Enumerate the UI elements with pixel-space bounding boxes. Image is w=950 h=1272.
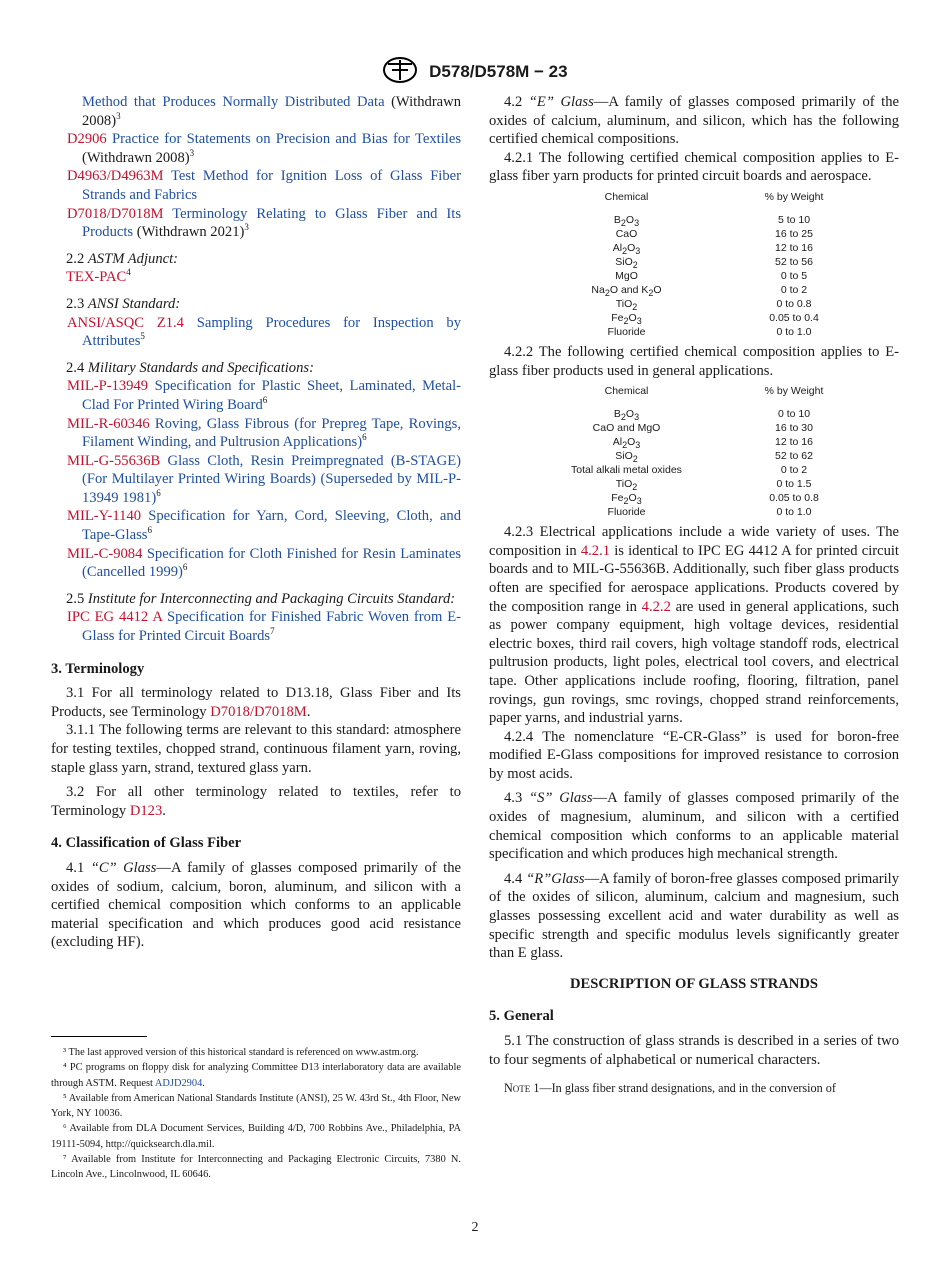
reference-mil: MIL-G-55636B Glass Cloth, Resin Preimpregnated (B-STAGE) (For Multilayer Printed Wiring Boards) (Superseded by MIL-P-13949 1981)$^6$ [67, 452, 461, 506]
chemical-cell: $Al_2O_3$ [612, 241, 641, 257]
table-row [539, 241, 874, 255]
reference-code-link[interactable]: MIL-R-60346 [67, 415, 150, 432]
chemical-cell: $Na_2O$ and $K_2O$ [591, 283, 662, 299]
chemical-cell: Fluoride [607, 506, 646, 519]
section-link[interactable]: 4.2.2 [641, 598, 671, 615]
table-row [539, 449, 874, 463]
table-row [539, 325, 874, 339]
reference-title-link[interactable]: Roving, Glass Fibrous (for Prepreg Tape, Rovings, Filament Winding, and Pultrusion Applications) [82, 415, 461, 451]
astm-logo-icon [382, 56, 418, 89]
reference-d4963 [51, 167, 461, 204]
weight-cell: 12 to 16 [775, 436, 813, 449]
reference-title-link[interactable]: Sampling Procedures for Inspection by Attributes [82, 314, 462, 350]
paragraph-3-1: 3.1 For all terminology related to D13.18, Glass Fiber and Its Products, see Terminology D7018/D7018M. [51, 685, 461, 720]
table-row [539, 269, 874, 283]
chemical-cell: Total alkali metal oxides [571, 464, 682, 477]
reference-d2906: D2906 Practice for Statements on Precision and Bias for Textiles (Withdrawn 2008)$^3$ [67, 131, 462, 166]
paragraph-3-2: 3.2 For all other terminology related to textiles, refer to Terminology D123. [51, 784, 461, 819]
footnotes [51, 1045, 461, 1183]
composition-table-2 [539, 384, 874, 519]
section-heading: 4. Classification of Glass Fiber [51, 835, 242, 852]
weight-cell: 0 to 10 [777, 408, 811, 421]
paragraph-4-2-2: 4.2.2 The following certified chemical composition applies to E-glass fiber products used in general applications. [489, 343, 899, 379]
chemical-cell: $Al_2O_3$ [612, 436, 641, 451]
texpac-link[interactable]: TEX-PAC [66, 269, 127, 286]
reference-code-link[interactable]: D7018/D7018M [67, 205, 164, 222]
reference-code-link[interactable]: MIL-P-13949 [67, 378, 149, 395]
reference-mil: MIL-Y-1140 Specification for Yarn, Cord, Sleeving, Cloth, and Tape-Glass$^6$ [67, 508, 461, 544]
reference-mil: MIL-C-9084 Specification for Cloth Finished for Resin Laminates (Cancelled 1999)$^6$ [67, 545, 461, 581]
chemical-cell: $B_2O_3$ [613, 408, 640, 423]
weight-cell: 12 to 16 [775, 241, 813, 254]
paragraph-4-2: 4.2 “E” Glass—A family of glasses composed primarily of the oxides of calcium, aluminum, and silicon, which has the following certified chemical compositions. [489, 94, 899, 148]
reference-link[interactable]: Method that Produces Normally Distributed Data [82, 94, 385, 110]
section-2-4: 2.4 Military Standards and Specifications: [66, 359, 314, 376]
chemical-cell: CaO and MgO [592, 422, 661, 435]
reference-title-link[interactable]: Specification for Cloth Finished for Resin Laminates (Cancelled 1999) [82, 545, 461, 581]
chemical-cell: TiO$_2$ [615, 297, 638, 313]
weight-cell: 5 to 10 [777, 213, 811, 226]
table-row [539, 311, 874, 325]
column-header: Chemical [604, 385, 649, 398]
reference-code-link[interactable]: MIL-G-55636B [67, 452, 161, 469]
paragraph-4-1: 4.1 “C” Glass—A family of glasses composed primarily of the oxides of sodium, calcium, boron, aluminum, and silicon with a certified chemical composition which conforms to an applicable material specification and which produces good acid resistance (excluding HF). [51, 859, 461, 951]
reference-mil: MIL-P-13949 Specification for Plastic Sheet, Laminated, Metal-Clad For Printed Wiring Board$^6$ [67, 378, 461, 413]
chemical-cell: SiO$_2$ [615, 450, 638, 465]
reference-ipc: IPC EG 4412 A Specification for Finished Fabric Woven from E-Glass for Printed Circuit Boards$^7$ [67, 609, 462, 645]
table-row [539, 407, 874, 421]
chemical-cell: CaO [615, 227, 638, 240]
reference-code-link[interactable]: D2906 [67, 131, 107, 148]
texpac-ref: TEX-PAC$^4$ [66, 267, 131, 286]
table-row [539, 255, 874, 269]
footnote-5: ⁵ Available from American National Standards Institute (ANSI), 25 W. 43rd St., 4th Floor, New York, NY 10036. [51, 1092, 461, 1120]
weight-cell: 16 to 25 [775, 227, 813, 240]
column-header: % by Weight [764, 385, 824, 398]
right-column [489, 93, 899, 1098]
chemical-cell: Fluoride [607, 325, 646, 338]
footnote-3: ³ The last approved version of this historical standard is referenced on www.astm.org. [63, 1047, 419, 1058]
weight-cell: 0 to 1.0 [776, 325, 812, 338]
reference-title-link[interactable]: Specification for Plastic Sheet, Laminated, Metal-Clad For Printed Wiring Board [82, 378, 461, 413]
paragraph-4-3: 4.3 “S” Glass—A family of glasses composed primarily of the oxides of magnesium, aluminum, and silicon with a certified chemical composition which conforms to an applicable material specification and which produces high mechanical strength. [489, 790, 899, 863]
reference-code-link[interactable]: D4963/D4963M [67, 168, 164, 185]
weight-cell: 52 to 56 [775, 255, 813, 268]
reference-ansi: ANSI/ASQC Z1.4 Sampling Procedures for Inspection by Attributes$^5$ [67, 314, 462, 350]
chemical-cell: $B_2O_3$ [613, 213, 640, 229]
weight-cell: 52 to 62 [775, 450, 813, 463]
table-row [539, 297, 874, 311]
table-row [539, 283, 874, 297]
weight-cell: 16 to 30 [775, 422, 813, 435]
reference-title-link[interactable]: Terminology Relating to Glass Fiber and Its Products [82, 205, 462, 241]
note-1: Note 1—In glass fiber strand designations, and in the conversion of [504, 1081, 836, 1096]
weight-cell: 0 to 2 [780, 283, 808, 296]
weight-cell: 0 to 5 [780, 269, 808, 282]
chemical-cell: $Fe_2O_3$ [611, 492, 642, 507]
section-heading: 5. General [489, 1008, 554, 1025]
table-row [539, 491, 874, 505]
weight-cell: 0 to 1.0 [776, 506, 812, 519]
chemical-cell: SiO$_2$ [615, 255, 638, 271]
footnote-6: ⁶ Available from DLA Document Services, Building 4/D, 700 Robbins Ave., Philadelphia, PA 19111-5094, http://quicksearch.dla.mil. [51, 1123, 461, 1150]
weight-cell: 0 to 0.8 [776, 297, 812, 310]
table-row [539, 227, 874, 241]
reference-continued: Method that Produces Normally Distributed Data (Withdrawn 2008)$^3$ [82, 94, 461, 129]
adjunct-link[interactable]: ADJD2904 [154, 1077, 203, 1089]
section-link[interactable]: 4.2.1 [580, 542, 611, 559]
paragraph-3-1-1: 3.1.1 The following terms are relevant to this standard: atmosphere for testing textiles, chopped strand, continuous filament yarn, roving, staple glass yarn, strand, textured glass yarn. [51, 722, 461, 776]
reference-code-link[interactable]: MIL-C-9084 [67, 545, 143, 562]
table-row [539, 463, 874, 477]
section-2-3: 2.3 ANSI Standard: [66, 295, 181, 312]
page-header [0, 56, 950, 89]
reference-code-link[interactable]: ANSI/ASQC Z1.4 [67, 314, 184, 331]
table-header-row [539, 190, 874, 204]
terminology-link[interactable]: D123 [129, 802, 163, 819]
section-heading: 3. Terminology [51, 660, 145, 677]
terminology-link[interactable]: D7018/D7018M [210, 703, 307, 720]
table-body [539, 407, 874, 519]
table-row [539, 435, 874, 449]
table-row [539, 477, 874, 491]
reference-title-link[interactable]: Specification for Finished Fabric Woven from E-Glass for Printed Circuit Boards [82, 609, 462, 645]
table-header-row [539, 384, 874, 398]
reference-code-link[interactable]: IPC EG 4412 A [67, 609, 163, 626]
column-header: Chemical [604, 190, 649, 203]
weight-cell: 0.05 to 0.8 [769, 492, 819, 505]
table-row [539, 213, 874, 227]
reference-title-link[interactable]: Practice for Statements on Precision and Bias for Textiles [112, 131, 462, 148]
chemical-cell: $Fe_2O_3$ [611, 311, 642, 327]
weight-cell: 0 to 2 [780, 464, 808, 477]
reference-d7018: D7018/D7018M Terminology Relating to Glass Fiber and Its Products (Withdrawn 2021)$^3$ [67, 205, 462, 241]
paragraph-4-2-3: 4.2.3 Electrical applications include a wide variety of uses. The composition in 4.2.1 is identical to IPC EG 4412 A for printed circuit boards and to MIL-G-55636B. Additionally, such fiber glass products often are specified for aerospace applications. Products covered by the composition range in 4.2.2 are used in general applications, such as power company equipment, high voltage devices, residential electric boxes, third rail covers, high voltage standoff rods, electrical pultrusion products, light poles, electrical tool covers, and electrical tape. Other applications include roofing, flooring, filtration, panel rovings, gun rovings, smc rovings, chopped strand reinforcements, paper yarns, and industrial yarns. [489, 524, 900, 727]
part-heading: DESCRIPTION OF GLASS STRANDS [569, 975, 818, 992]
section-2-2: 2.2 ASTM Adjunct: [66, 250, 179, 267]
document-designation: D578/D578M − 23 [429, 61, 568, 81]
page-number: 2 [471, 1220, 479, 1235]
left-column [51, 93, 461, 952]
weight-cell: 0.05 to 0.4 [769, 311, 819, 324]
reference-code-link[interactable]: MIL-Y-1140 [67, 508, 142, 525]
chemical-cell: MgO [615, 269, 638, 282]
table-body [539, 213, 874, 339]
table-row [539, 505, 874, 519]
paragraph-5-1: 5.1 The construction of glass strands is described in a series of two to four segments of alphabetical or numerical characters. [489, 1033, 899, 1068]
footnote-4: ⁴ PC programs on floppy disk for analyzing Committee D13 interlaboratory data are available through ASTM. Request ADJD2904. [51, 1062, 461, 1089]
paragraph-4-2-4: 4.2.4 The nomenclature “E-CR-Glass” is used for boron-free modified E-Glass compositions for improved resistance to corrosion by most acids. [489, 728, 899, 782]
column-header: % by Weight [764, 190, 824, 203]
footnote-7: ⁷ Available from Institute for Interconnecting and Packaging Electronic Circuits, 7380 N. Lincoln Ave., Lincolnwood, IL 60646. [51, 1154, 461, 1181]
footnote-rule [51, 1036, 147, 1037]
chemical-cell: TiO$_2$ [615, 478, 638, 493]
section-2-5: 2.5 Institute for Interconnecting and Packaging Circuits Standard: [66, 590, 456, 607]
paragraph-4-2-1: 4.2.1 The following certified chemical composition applies to E-glass fiber yarn products for printed circuit boards and aerospace. [489, 149, 899, 185]
reference-title-link[interactable]: Glass Cloth, Resin Preimpregnated (B-STAGE) (For Multilayer Printed Wiring Boards) (Superseded by MIL-P-13949 1981) [82, 452, 461, 506]
table-row [539, 421, 874, 435]
reference-mil: MIL-R-60346 Roving, Glass Fibrous (for Prepreg Tape, Rovings, Filament Winding, and Pultrusion Applications)$^6$ [67, 415, 461, 451]
reference-title-link[interactable]: Specification for Yarn, Cord, Sleeving, Cloth, and Tape-Glass [82, 508, 461, 544]
paragraph-4-4: 4.4 “R”Glass—A family of boron-free glasses composed primarily of the oxides of silicon, aluminum, calcium and magnesium, such glasses possessing excellent acid and water durability as well as specific strength and specific modulus levels significantly greater than E glass. [489, 870, 900, 962]
weight-cell: 0 to 1.5 [776, 478, 812, 491]
composition-table-1 [539, 190, 874, 339]
reference-title-link[interactable]: Test Method for Ignition Loss of Glass Fiber Strands and Fabrics [82, 168, 461, 203]
